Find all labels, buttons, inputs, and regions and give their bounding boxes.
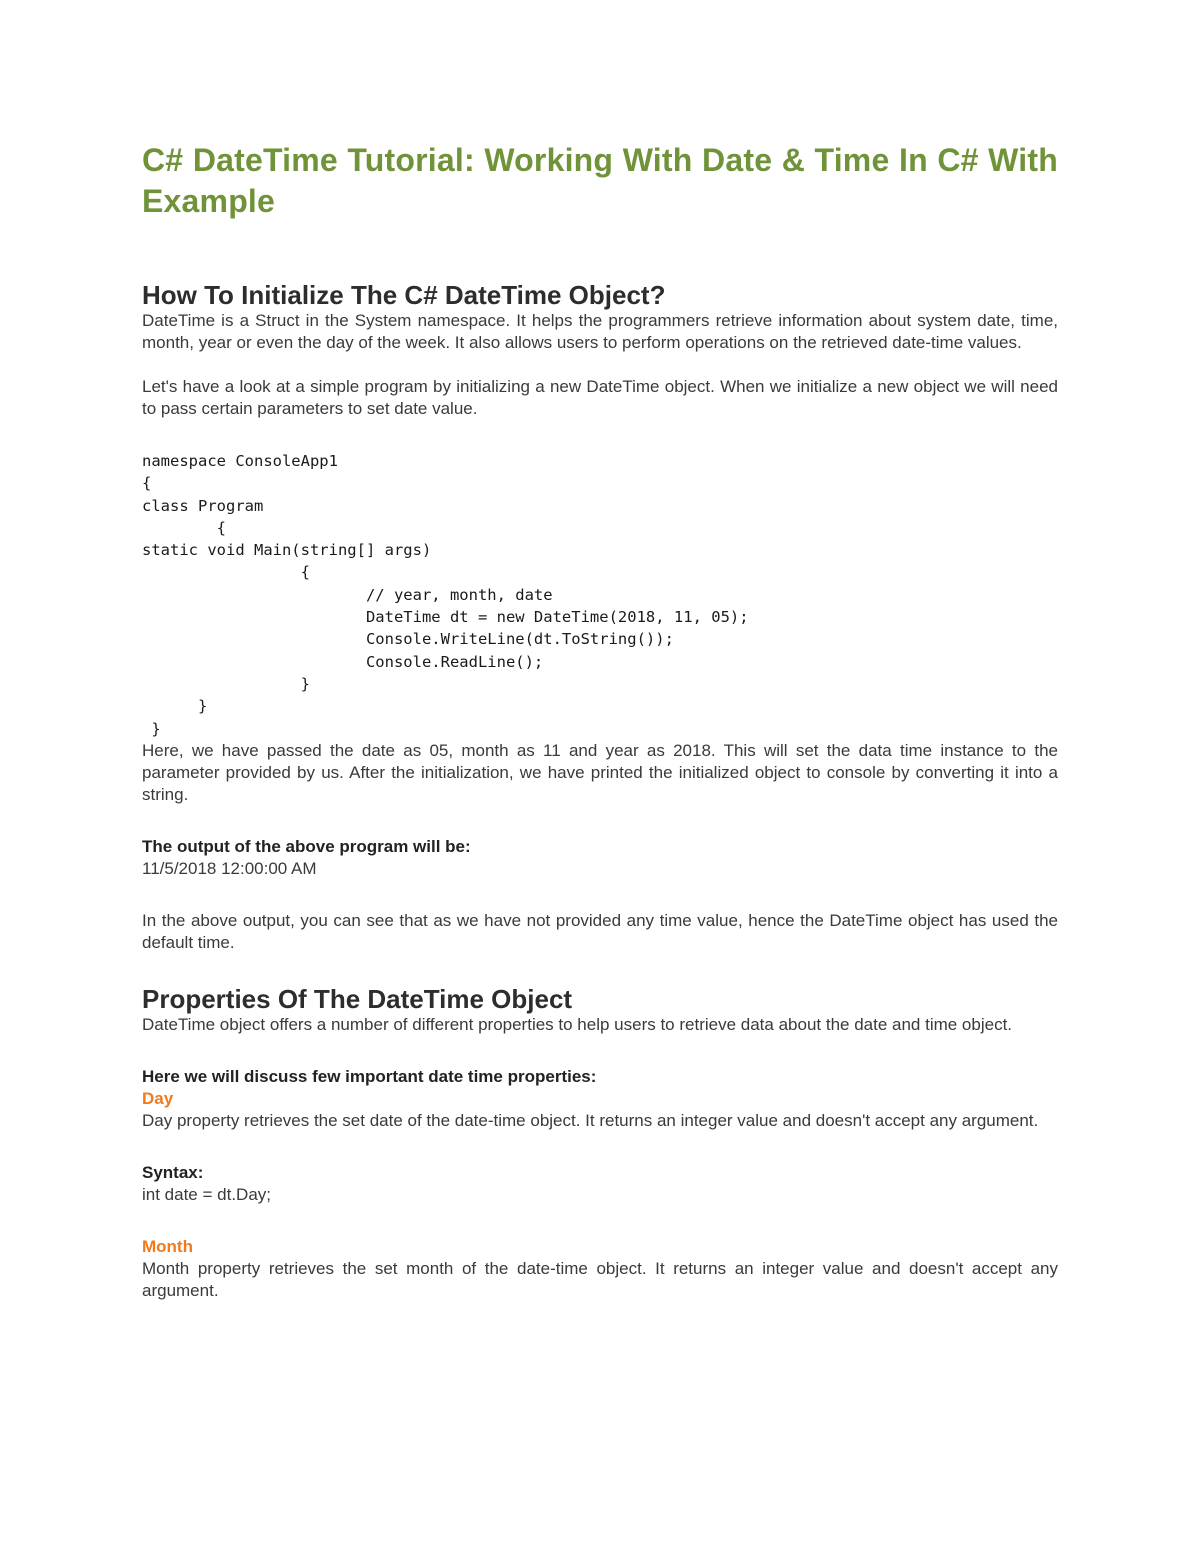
spacer	[142, 1206, 1058, 1236]
code-sample: namespace ConsoleApp1 { class Program { static void Main(string[] args) { // year, month, date DateTime dt = new DateTime(2018, 11, 05); Console.WriteLine(dt.ToString()); Console.ReadLine(); } } }	[142, 452, 749, 738]
section-heading-properties: Properties Of The DateTime Object	[142, 983, 573, 1014]
lookahead-paragraph: Let's have a look at a simple program by initializing a new DateTime object. When we initialize a new object we will need to pass certain parameters to set date value.	[142, 377, 1058, 418]
output-label: The output of the above program will be:	[142, 836, 471, 856]
spacer	[142, 880, 1058, 910]
spacer	[142, 222, 1058, 280]
property-desc-day: Day property retrieves the set date of the date-time object. It returns an integer value and doesn't accept any argument.	[142, 1110, 1039, 1130]
syntax-value: int date = dt.Day;	[142, 1184, 271, 1204]
explanation-paragraph: Here, we have passed the date as 05, month as 11 and year as 2018. This will set the data time instance to the parameter provided by us. After the initialization, we have printed the initialized object to console by converting it into a string.	[142, 740, 1058, 804]
document-page	[142, 140, 1058, 1302]
document-title: C# DateTime Tutorial: Working With Date & Time In C# With Example	[142, 142, 1058, 219]
properties-intro-paragraph: DateTime object offers a number of different properties to help users to retrieve data about the date and time object.	[142, 1014, 1013, 1034]
section-heading-initialize: How To Initialize The C# DateTime Object?	[142, 280, 666, 310]
output-value: 11/5/2018 12:00:00 AM	[142, 858, 317, 878]
property-label-day: Day	[142, 1088, 174, 1108]
spacer	[142, 354, 1058, 376]
property-desc-month: Month property retrieves the set month of the date-time object. It returns an integer value and doesn't accept any argument.	[142, 1258, 1058, 1300]
property-label-month: Month	[142, 1236, 193, 1256]
spacer	[142, 954, 1058, 984]
discuss-label: Here we will discuss few important date time properties:	[142, 1066, 597, 1086]
intro-paragraph: DateTime is a Struct in the System namespace. It helps the programmers retrieve information about system date, time, month, year or even the day of the week. It also allows users to perform operations on the retrieved date-time values.	[142, 311, 1058, 352]
spacer	[142, 420, 1058, 450]
spacer	[142, 806, 1058, 836]
output-note-paragraph: In the above output, you can see that as we have not provided any time value, hence the DateTime object has used the default time.	[142, 910, 1058, 952]
spacer	[142, 1132, 1058, 1162]
spacer	[142, 1036, 1058, 1066]
syntax-label: Syntax:	[142, 1162, 204, 1182]
